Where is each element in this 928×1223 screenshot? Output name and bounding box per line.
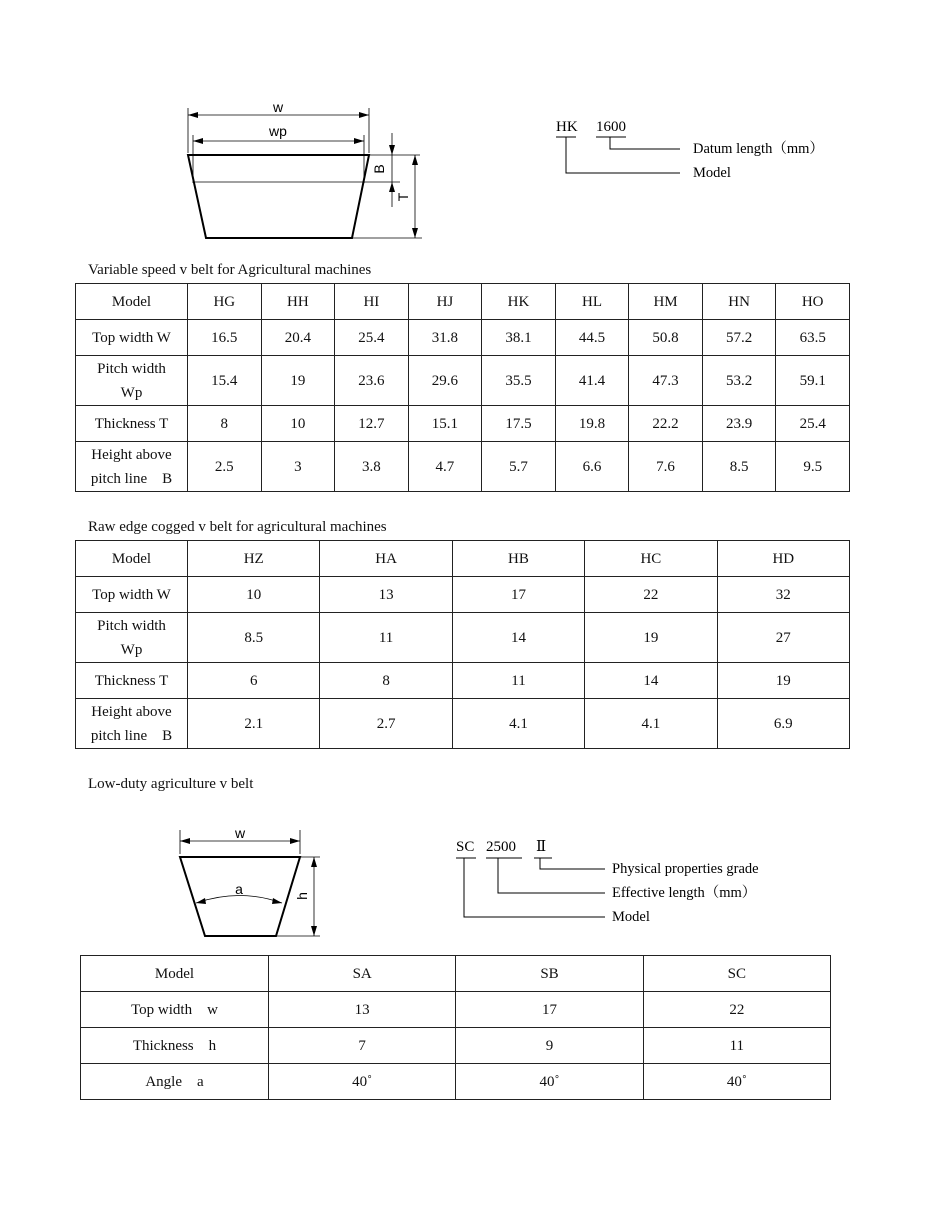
table-cell: 17.5	[482, 406, 556, 442]
table-cell: 9	[456, 1028, 643, 1064]
grade-code: Ⅱ	[536, 839, 547, 855]
table-cell: 25.4	[335, 320, 409, 356]
table-cell: 4.7	[408, 442, 482, 492]
table-cell: 23.9	[702, 406, 776, 442]
header-cell: SA	[269, 956, 456, 992]
table-cell: 6.9	[717, 699, 849, 749]
low-duty-code-legend	[450, 832, 790, 932]
header-cell: HJ	[408, 284, 482, 320]
row-label: Pitch width Wp	[76, 613, 188, 663]
table-cell: 19	[585, 613, 717, 663]
table-row	[76, 577, 850, 613]
row-label: Height above pitch line B	[76, 699, 188, 749]
header-cell: HZ	[188, 541, 320, 577]
table-cell: 32	[717, 577, 849, 613]
table-cell: 3	[261, 442, 335, 492]
header-cell: Model	[76, 284, 188, 320]
low-duty-belt-table	[80, 955, 831, 1100]
table-header-row	[76, 284, 850, 320]
table-cell: 22.2	[629, 406, 703, 442]
row-label: Height above pitch line B	[76, 442, 188, 492]
low-duty-belt-diagram	[170, 822, 330, 944]
header-cell: HL	[555, 284, 629, 320]
table-cell: 16.5	[188, 320, 262, 356]
row-label: Thickness h	[81, 1028, 269, 1064]
row-label: Top width W	[76, 320, 188, 356]
table-cell: 3.8	[335, 442, 409, 492]
grade-label: Physical properties grade	[612, 861, 759, 877]
table-cell: 14	[452, 613, 584, 663]
table-cell: 15.1	[408, 406, 482, 442]
table-row	[76, 663, 850, 699]
table-cell: 29.6	[408, 356, 482, 406]
model-label: Model	[693, 165, 731, 181]
table-cell: 12.7	[335, 406, 409, 442]
table-cell: 13	[320, 577, 452, 613]
table-cell: 20.4	[261, 320, 335, 356]
table-cell: 41.4	[555, 356, 629, 406]
table-header-row	[76, 541, 850, 577]
table-cell: 8	[188, 406, 262, 442]
section3-caption: Low-duty agriculture v belt	[88, 776, 254, 792]
row-label: Top width W	[76, 577, 188, 613]
model-code: HK	[556, 119, 578, 135]
table-cell: 6	[188, 663, 320, 699]
header-cell: SC	[643, 956, 830, 992]
datum-length-label: Datum length（mm）	[693, 141, 824, 157]
header-cell: SB	[456, 956, 643, 992]
table-row	[76, 406, 850, 442]
table-cell: 23.6	[335, 356, 409, 406]
row-label: Thickness T	[76, 663, 188, 699]
table-cell: 40˚	[269, 1064, 456, 1100]
table-cell: 8.5	[188, 613, 320, 663]
table-cell: 11	[452, 663, 584, 699]
table-cell: 59.1	[776, 356, 850, 406]
row-label: Angle a	[81, 1064, 269, 1100]
belt-section-diagram	[170, 95, 440, 250]
table-cell: 35.5	[482, 356, 556, 406]
table-cell: 53.2	[702, 356, 776, 406]
table-cell: 2.7	[320, 699, 452, 749]
table-cell: 19.8	[555, 406, 629, 442]
table-header-row	[81, 956, 831, 992]
table-cell: 17	[456, 992, 643, 1028]
table-cell: 8	[320, 663, 452, 699]
w-dimension-label: w	[234, 825, 246, 841]
table-cell: 19	[717, 663, 849, 699]
table-cell: 50.8	[629, 320, 703, 356]
table-row	[81, 1064, 831, 1100]
table-row	[76, 320, 850, 356]
t-dimension-label: T	[395, 192, 411, 202]
table-cell: 11	[643, 1028, 830, 1064]
table-cell: 7	[269, 1028, 456, 1064]
table-cell: 4.1	[452, 699, 584, 749]
row-label: Top width w	[81, 992, 269, 1028]
table1-caption: Variable speed v belt for Agricultural machines	[88, 262, 372, 278]
table-cell: 4.1	[585, 699, 717, 749]
raw-edge-cogged-belt-table	[75, 540, 850, 749]
table-cell: 40˚	[456, 1064, 643, 1100]
table-cell: 14	[585, 663, 717, 699]
table-row	[81, 992, 831, 1028]
table-cell: 25.4	[776, 406, 850, 442]
table-cell: 2.1	[188, 699, 320, 749]
table-cell: 2.5	[188, 442, 262, 492]
wp-dimension-label: wp	[269, 123, 287, 139]
table-cell: 9.5	[776, 442, 850, 492]
header-cell: HI	[335, 284, 409, 320]
model-label: Model	[612, 909, 650, 925]
h-dimension-label: h	[294, 892, 310, 900]
table-cell: 5.7	[482, 442, 556, 492]
row-label: Thickness T	[76, 406, 188, 442]
header-cell: HC	[585, 541, 717, 577]
header-cell: HN	[702, 284, 776, 320]
table-cell: 11	[320, 613, 452, 663]
table-cell: 38.1	[482, 320, 556, 356]
table-cell: 63.5	[776, 320, 850, 356]
table-cell: 31.8	[408, 320, 482, 356]
table-row	[76, 699, 850, 749]
table-cell: 27	[717, 613, 849, 663]
table-cell: 57.2	[702, 320, 776, 356]
table-row	[76, 613, 850, 663]
model-code: SC	[456, 839, 475, 855]
w-dimension-label: w	[272, 99, 284, 115]
table-cell: 47.3	[629, 356, 703, 406]
header-cell: Model	[76, 541, 188, 577]
header-cell: HM	[629, 284, 703, 320]
length-code: 2500	[486, 839, 516, 855]
length-code: 1600	[596, 119, 626, 135]
table-row	[76, 442, 850, 492]
table-cell: 40˚	[643, 1064, 830, 1100]
table-row	[81, 1028, 831, 1064]
effective-length-label: Effective length（mm）	[612, 885, 757, 901]
table-cell: 13	[269, 992, 456, 1028]
table-row	[76, 356, 850, 406]
header-cell: HB	[452, 541, 584, 577]
header-cell: HH	[261, 284, 335, 320]
table-cell: 22	[643, 992, 830, 1028]
angle-label: a	[235, 881, 243, 897]
row-label: Pitch width Wp	[76, 356, 188, 406]
table-cell: 22	[585, 577, 717, 613]
table2-caption: Raw edge cogged v belt for agricultural machines	[88, 519, 387, 535]
table-cell: 10	[261, 406, 335, 442]
table-cell: 44.5	[555, 320, 629, 356]
model-code-legend	[550, 112, 850, 187]
header-cell: HK	[482, 284, 556, 320]
table-cell: 6.6	[555, 442, 629, 492]
variable-speed-belt-table	[75, 283, 850, 492]
header-cell: HA	[320, 541, 452, 577]
header-cell: HO	[776, 284, 850, 320]
table-cell: 19	[261, 356, 335, 406]
header-cell: Model	[81, 956, 269, 992]
table-cell: 8.5	[702, 442, 776, 492]
b-dimension-label: B	[371, 164, 387, 174]
table-cell: 17	[452, 577, 584, 613]
table-cell: 15.4	[188, 356, 262, 406]
header-cell: HD	[717, 541, 849, 577]
table-cell: 7.6	[629, 442, 703, 492]
table-cell: 10	[188, 577, 320, 613]
header-cell: HG	[188, 284, 262, 320]
